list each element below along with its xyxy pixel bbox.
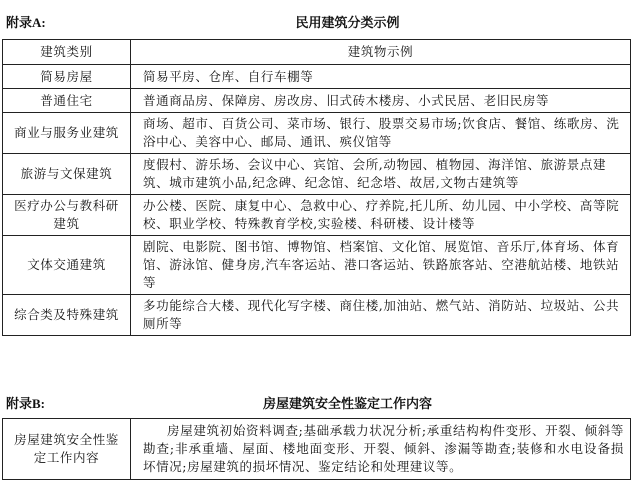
category-cell: 商业与服务业建筑 <box>3 113 131 154</box>
header-examples: 建筑物示例 <box>131 40 631 65</box>
building-classification-table <box>2 39 631 336</box>
appendix-b-label: 附录B: <box>6 396 46 411</box>
appendix-b-title: 房屋建筑安全性鉴定工作内容 <box>262 397 432 412</box>
appendix-a-label: 附录A: <box>6 15 46 30</box>
category-cell: 综合类及特殊建筑 <box>3 295 131 336</box>
table-row <box>3 65 631 89</box>
examples-cell: 商场、超市、百货公司、菜市场、银行、股票交易市场;饮食店、餐馆、练歌房、洗浴中心、美容中心、邮局、通讯、殡仪馆等 <box>131 113 631 154</box>
examples-cell: 剧院、电影院、图书馆、博物馆、档案馆、文化馆、展览馆、音乐厅,体育场、体育馆、游泳馆、健身房,汽车客运站、港口客运站、铁路旅客站、空港航站楼、地铁站等 <box>131 236 631 295</box>
category-cell: 医疗办公与教科研建筑 <box>3 195 131 236</box>
category-cell: 普通住宅 <box>3 89 131 113</box>
table-row <box>3 236 631 295</box>
table-row <box>3 195 631 236</box>
category-cell: 简易房屋 <box>3 65 131 89</box>
table-row <box>3 89 631 113</box>
category-cell: 文体交通建筑 <box>3 236 131 295</box>
appendix-a-title: 民用建筑分类示例 <box>295 16 400 31</box>
content-text: 房屋建筑初始资料调查;基础承载力状况分析;承重结构构件变形、开裂、倾斜等勘查;非承重墙、屋面、楼地面变形、开裂、倾斜、渗漏等勘查;装修和水电设备损坏情况;房屋建筑的损坏情况、鉴定结论和处理建议等。 <box>143 423 624 474</box>
table-header-row <box>3 40 631 65</box>
category-cell: 旅游与文保建筑 <box>3 154 131 195</box>
category-cell: 房屋建筑安全性鉴定工作内容 <box>3 419 131 480</box>
examples-cell: 多功能综合大楼、现代化写字楼、商住楼,加油站、燃气站、消防站、垃圾站、公共厕所等 <box>131 295 631 336</box>
table-row <box>3 154 631 195</box>
header-category: 建筑类别 <box>3 40 131 65</box>
table-row <box>3 113 631 154</box>
examples-cell: 办公楼、医院、康复中心、急救中心、疗养院,托儿所、幼儿园、中小学校、高等院校、职业学校、特殊教育学校,实验楼、科研楼、设计楼等 <box>131 195 631 236</box>
examples-cell: 度假村、游乐场、会议中心、宾馆、会所,动物园、植物园、海洋馆、旅游景点建筑、城市建筑小品,纪念碑、纪念馆、纪念塔、故居,文物古建筑等 <box>131 154 631 195</box>
table-row <box>3 419 631 480</box>
appendix-b-heading <box>0 391 635 411</box>
table-row <box>3 295 631 336</box>
safety-appraisal-table <box>2 418 631 480</box>
content-cell <box>131 419 631 480</box>
examples-cell: 简易平房、仓库、自行车棚等 <box>131 65 631 89</box>
examples-cell: 普通商品房、保障房、房改房、旧式砖木楼房、小式民居、老旧民房等 <box>131 89 631 113</box>
appendix-a-heading <box>0 10 635 30</box>
